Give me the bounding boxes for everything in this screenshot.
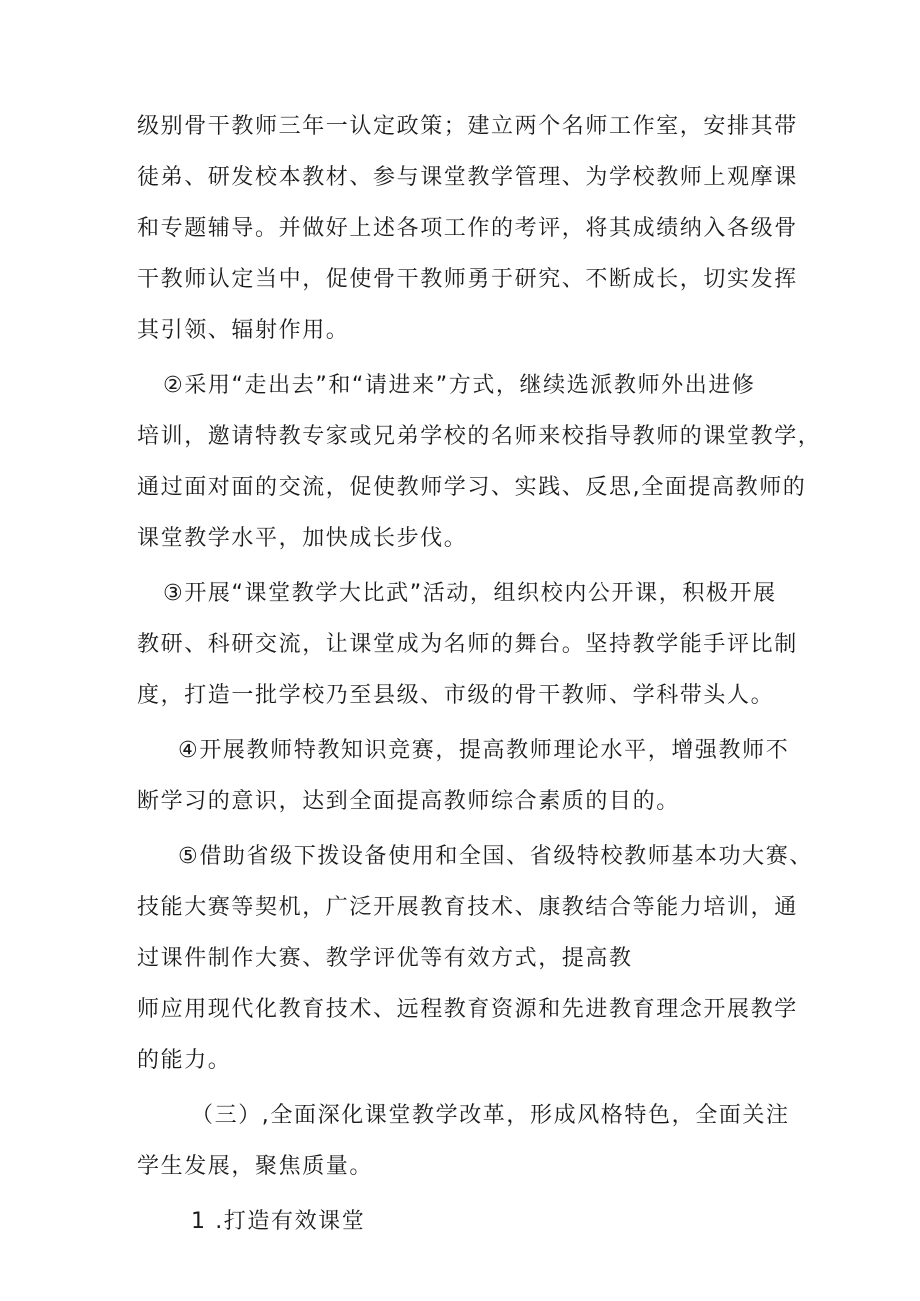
paragraph-line-14: 断学习的意识，达到全面提高教师综合素质的目的。	[137, 789, 680, 814]
paragraph-line-6: ②采用“走出去”和“请进来”方式，继续选派教师外出进修	[163, 373, 756, 398]
paragraph-line-17: 过课件制作大赛、教学评优等有效方式，提高教	[137, 946, 633, 971]
section-heading-line-3: 1 .打造有效课堂	[191, 1209, 366, 1234]
paragraph-line-8: 通过面对面的交流，促使教师学习、实践、反思,全面提高教师的	[137, 475, 807, 500]
paragraph-line-13: ④开展教师特教知识竞赛，提高教师理论水平，增强教师不	[178, 738, 790, 763]
paragraph-line-9: 课堂教学水平，加快成长步伐。	[137, 526, 468, 551]
paragraph-line-15: ⑤借助省级下拨设备使用和全国、省级特校教师基本功大赛、	[178, 844, 813, 869]
paragraph-line-3: 和专题辅导。并做好上述各项工作的考评，将其成绩纳入各级骨	[137, 216, 798, 241]
section-heading-line-2: 学生发展，聚焦质量。	[137, 1154, 374, 1179]
paragraph-line-16: 技能大赛等契机，广泛开展教育技术、康教结合等能力培训，通	[137, 895, 798, 920]
paragraph-line-2: 徒弟、研发校本教材、参与课堂教学管理、为学校教师上观摩课	[137, 165, 798, 190]
paragraph-line-5: 其引领、辐射作用。	[137, 318, 350, 343]
paragraph-line-19: 的能力。	[137, 1048, 232, 1073]
paragraph-line-11: 教研、科研交流，让课堂成为名师的舞台。坚持教学能手评比制	[137, 632, 798, 657]
paragraph-line-1: 级别骨干教师三年一认定政策；建立两个名师工作室，安排其带	[137, 114, 798, 139]
paragraph-line-4: 干教师认定当中，促使骨干教师勇于研究、不断成长，切实发挥	[137, 267, 798, 292]
paragraph-line-12: 度，打造一批学校乃至县级、市级的骨干教师、学科带头人。	[137, 683, 775, 708]
paragraph-line-7: 培训，邀请特教专家或兄弟学校的名师来校指导教师的课堂教学，	[137, 424, 822, 449]
paragraph-line-10: ③开展“课堂教学大比武”活动，组织校内公开课，积极开展	[163, 581, 777, 606]
section-heading-line-1: （三）,全面深化课堂教学改革，形成风格特色，全面关注	[191, 1103, 790, 1128]
paragraph-line-18: 师应用现代化教育技术、远程教育资源和先进教育理念开展教学	[137, 997, 798, 1022]
